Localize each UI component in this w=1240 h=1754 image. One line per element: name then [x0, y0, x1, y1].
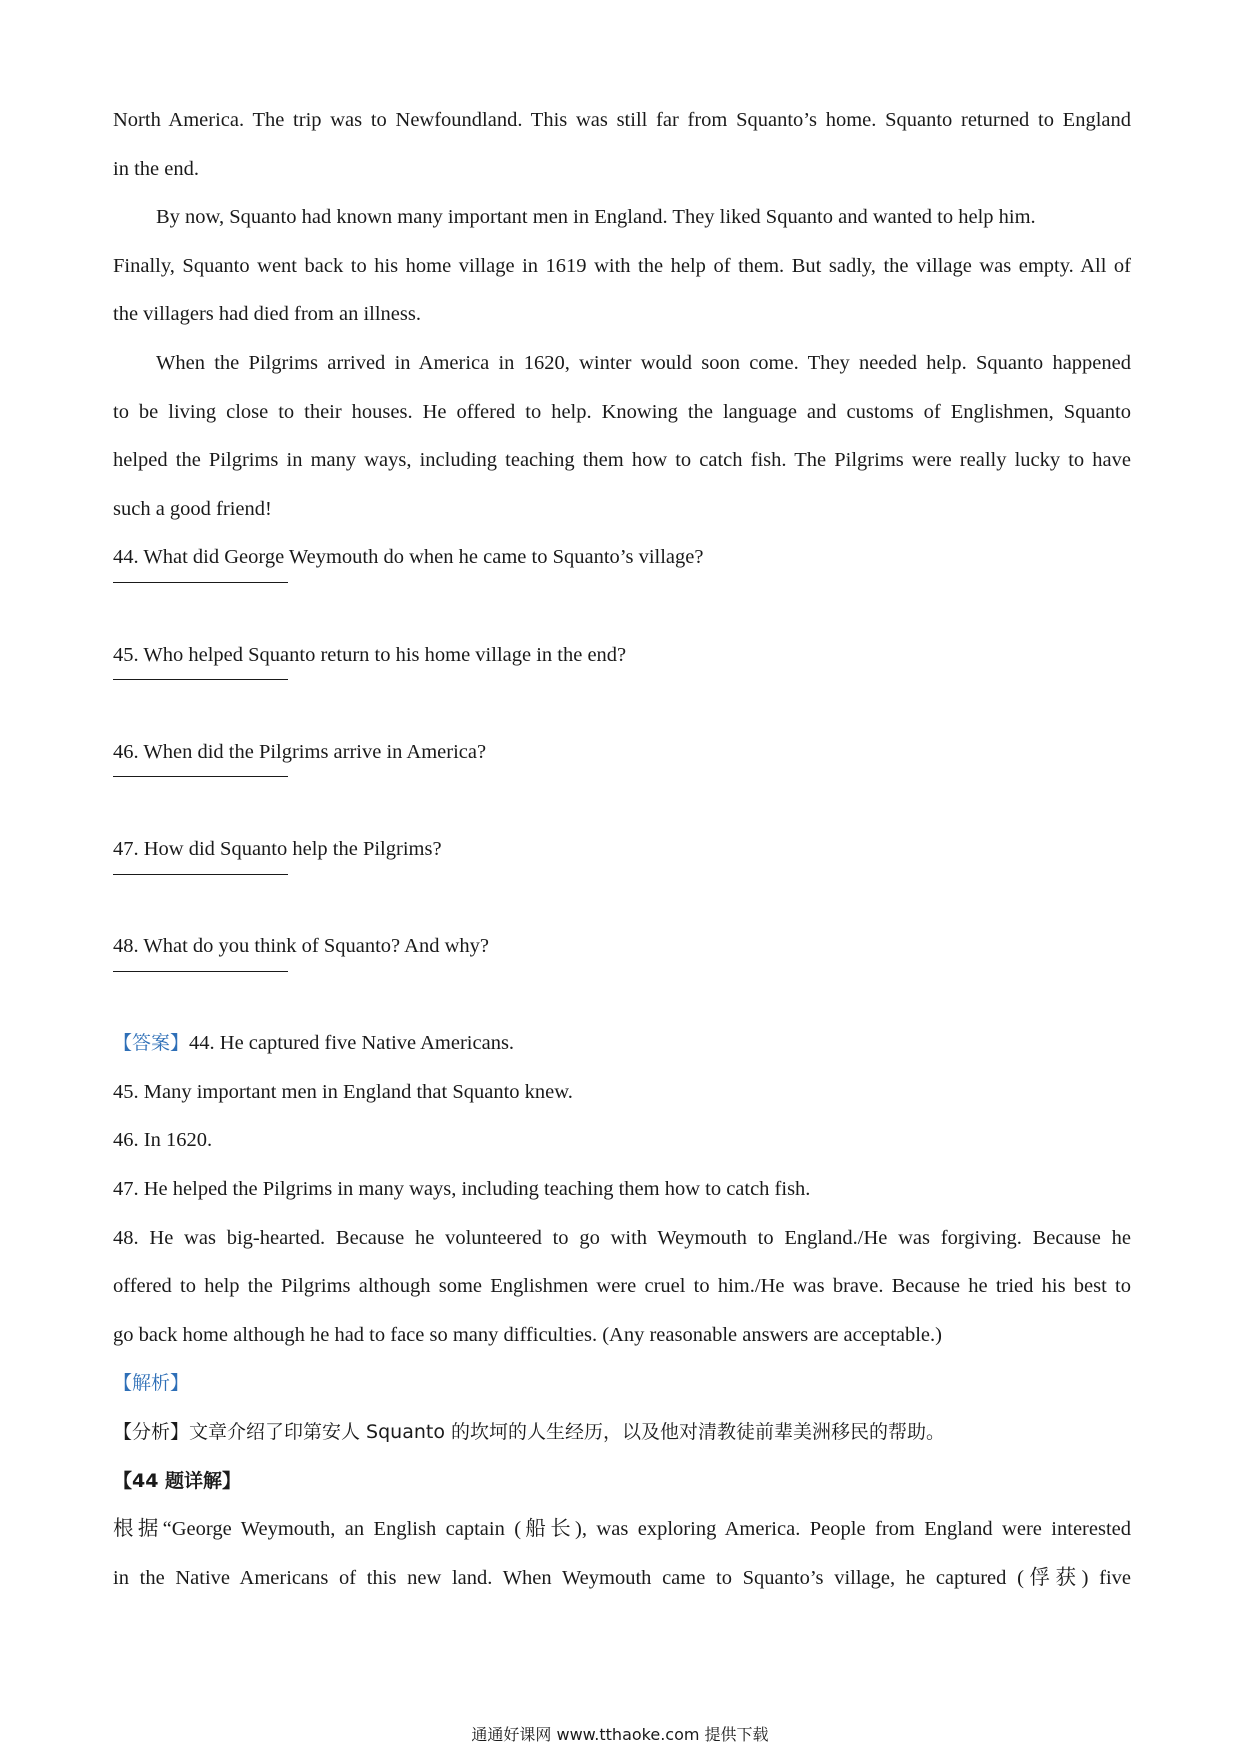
answer-44-row — [113, 1019, 1131, 1068]
answer-45: 45. Many important men in England that Squanto knew. — [113, 1080, 573, 1103]
question-44: 44. What did George Weymouth do when he came to Squanto’s village? — [113, 546, 704, 569]
answer-blank-47[interactable] — [113, 874, 1131, 923]
detail-line: in the Native Americans of this new land. When Weymouth came to Squanto’s village, he captured (俘获) five — [113, 1566, 1131, 1589]
document-page — [113, 96, 1131, 1602]
passage-line: When the Pilgrims arrived in America in 1620, winter would soon come. They needed help. Squanto happened — [156, 351, 1131, 374]
passage-line: such a good friend! — [113, 497, 272, 520]
answer-48-line: go back home although he had to face so many difficulties. (Any reasonable answers are acceptable.) — [113, 1323, 942, 1346]
answer-blank-44[interactable] — [113, 582, 1131, 631]
answer-line — [113, 582, 288, 583]
answer-line — [113, 874, 288, 875]
answer-blank-48[interactable] — [113, 971, 1131, 1020]
answer-48-line: offered to help the Pilgrims although some Englishmen were cruel to him./He was brave. Because he tried his best to — [113, 1275, 1131, 1298]
passage-line: in the end. — [113, 157, 199, 180]
detail-label: 【44 题详解】 — [113, 1469, 242, 1492]
passage-line: helped the Pilgrims in many ways, including teaching them how to catch fish. The Pilgrims were really lucky to have — [113, 449, 1131, 472]
answer-44: 44. He captured five Native Americans. — [189, 1032, 515, 1055]
answer-blank-46[interactable] — [113, 776, 1131, 825]
passage-line: North America. The trip was to Newfoundland. This was still far from Squanto’s home. Squanto returned to England — [113, 109, 1131, 131]
passage-line: to be living close to their houses. He offered to help. Knowing the language and customs of Englishmen, Squanto — [113, 400, 1131, 423]
answer-46: 46. In 1620. — [113, 1129, 213, 1152]
question-47: 47. How did Squanto help the Pilgrims? — [113, 837, 442, 860]
detail-line: 根据“George Weymouth, an English captain (船长), was exploring America. People from England were interested — [113, 1518, 1131, 1541]
passage-line: By now, Squanto had known many important men in England. They liked Squanto and wanted to help him. — [156, 206, 1036, 229]
answer-48-line: 48. He was big-hearted. Because he volunteered to go with Weymouth to England./He was forgiving. Because he — [113, 1226, 1131, 1249]
analysis-label: 【解析】 — [113, 1372, 190, 1395]
passage-line: the villagers had died from an illness. — [113, 303, 421, 326]
answer-line — [113, 679, 288, 680]
page-footer: 通通好课网 www.tthaoke.com 提供下载 — [471, 1725, 769, 1744]
question-46: 46. When did the Pilgrims arrive in America? — [113, 740, 487, 763]
answer-47: 47. He helped the Pilgrims in many ways, including teaching them how to catch fish. — [113, 1178, 811, 1201]
answer-label: 【答案】 — [113, 1032, 190, 1055]
passage-line: Finally, Squanto went back to his home village in 1619 with the help of them. But sadly, the village was empty. All of — [113, 254, 1131, 277]
question-45: 45. Who helped Squanto return to his home village in the end? — [113, 643, 627, 666]
answer-line — [113, 971, 288, 972]
analysis-summary: 【分析】文章介绍了印第安人 Squanto 的坎坷的人生经历，以及他对清教徒前辈美洲移民的帮助。 — [113, 1421, 946, 1444]
answer-line — [113, 776, 288, 777]
answer-blank-45[interactable] — [113, 679, 1131, 728]
question-48: 48. What do you think of Squanto? And why? — [113, 935, 489, 958]
